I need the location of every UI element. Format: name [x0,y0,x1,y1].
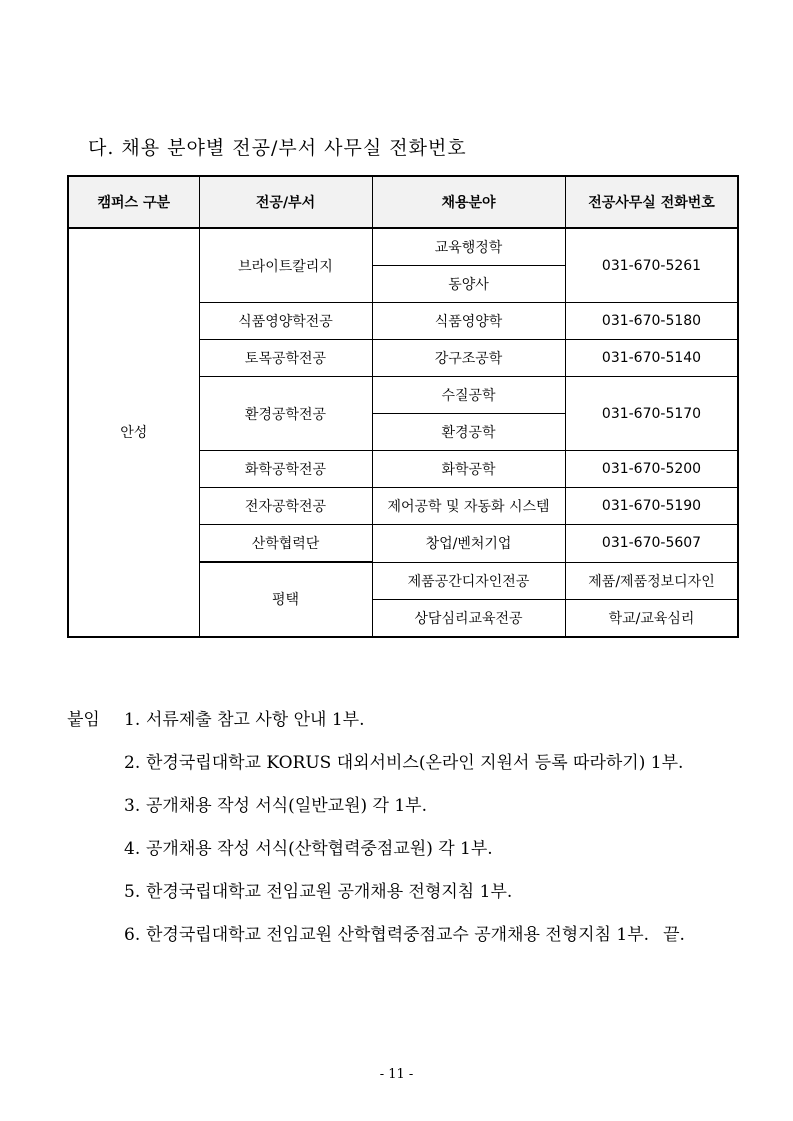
field-cell: 창업/벤처기업 [372,525,565,563]
attachments-label: 붙임 [67,710,100,730]
dept-cell: 식품영양학전공 [199,303,372,340]
attachment-text: 서류제출 참고 사항 안내 1부. [146,710,365,730]
dept-cell: 제품공간디자인전공 [372,562,565,599]
dept-cell: 산학협력단 [199,525,372,563]
attachment-text: 공개채용 작성 서식(산학협력중점교원) 각 1부. [146,839,493,859]
table-header-row [68,176,738,228]
field-cell: 학교/교육심리 [565,599,738,637]
dept-cell: 전자공학전공 [199,488,372,525]
attachment-text: 공개채용 작성 서식(일반교원) 각 1부. [146,796,428,816]
field-cell: 식품영양학 [372,303,565,340]
field-cell: 교육행정학 [372,228,565,266]
department-phone-table [67,175,739,638]
phone-cell: 031-670-5261 [565,228,738,303]
phone-cell: 031-670-5170 [565,377,738,451]
field-cell: 제어공학 및 자동화 시스템 [372,488,565,525]
attachment-number: 1. [124,710,141,730]
attachment-number: 3. [124,796,141,816]
attachment-number: 4. [124,839,141,859]
page-number: - 11 - [379,1067,414,1082]
field-cell: 강구조공학 [372,340,565,377]
attachment-item [124,791,427,816]
attachment-item [124,877,512,902]
campus-cell-anseong: 안성 [68,228,199,637]
field-cell: 동양사 [372,266,565,303]
attachment-item [124,920,685,945]
campus-cell-pyeongtaek: 평택 [199,562,372,637]
phone-cell: 031-670-5607 [565,525,738,563]
attachment-number: 5. [124,882,141,902]
header-campus: 캠퍼스 구분 [68,176,199,228]
header-dept: 전공/부서 [199,176,372,228]
field-cell: 수질공학 [372,377,565,414]
phone-cell: 031-670-5180 [565,303,738,340]
phone-cell: 031-670-5190 [565,488,738,525]
table-row [68,228,738,266]
attachment-number: 6. [124,925,141,945]
dept-cell: 화학공학전공 [199,451,372,488]
dept-cell: 토목공학전공 [199,340,372,377]
attachment-item [124,748,683,773]
field-cell: 환경공학 [372,414,565,451]
phone-cell: 031-670-5200 [565,451,738,488]
attachment-number: 2. [124,753,141,773]
section-heading: 다. 채용 분야별 전공/부서 사무실 전화번호 [88,137,467,159]
dept-cell: 브라이트칼리지 [199,228,372,303]
phone-cell: 031-670-5140 [565,340,738,377]
attachment-text: 한경국립대학교 KORUS 대외서비스(온라인 지원서 등록 따라하기) 1부. [146,753,684,773]
header-field: 채용분야 [372,176,565,228]
field-cell: 제품/제품정보디자인 [565,562,738,599]
header-phone: 전공사무실 전화번호 [565,176,738,228]
end-mark: 끝. [663,925,685,945]
attachment-item [124,834,493,859]
attachment-item [124,705,364,730]
dept-cell: 환경공학전공 [199,377,372,451]
dept-cell: 상담심리교육전공 [372,599,565,637]
attachment-text: 한경국립대학교 전임교원 공개채용 전형지침 1부. [146,882,513,902]
attachment-text: 한경국립대학교 전임교원 산학협력중점교수 공개채용 전형지침 1부. [146,925,650,945]
field-cell: 화학공학 [372,451,565,488]
